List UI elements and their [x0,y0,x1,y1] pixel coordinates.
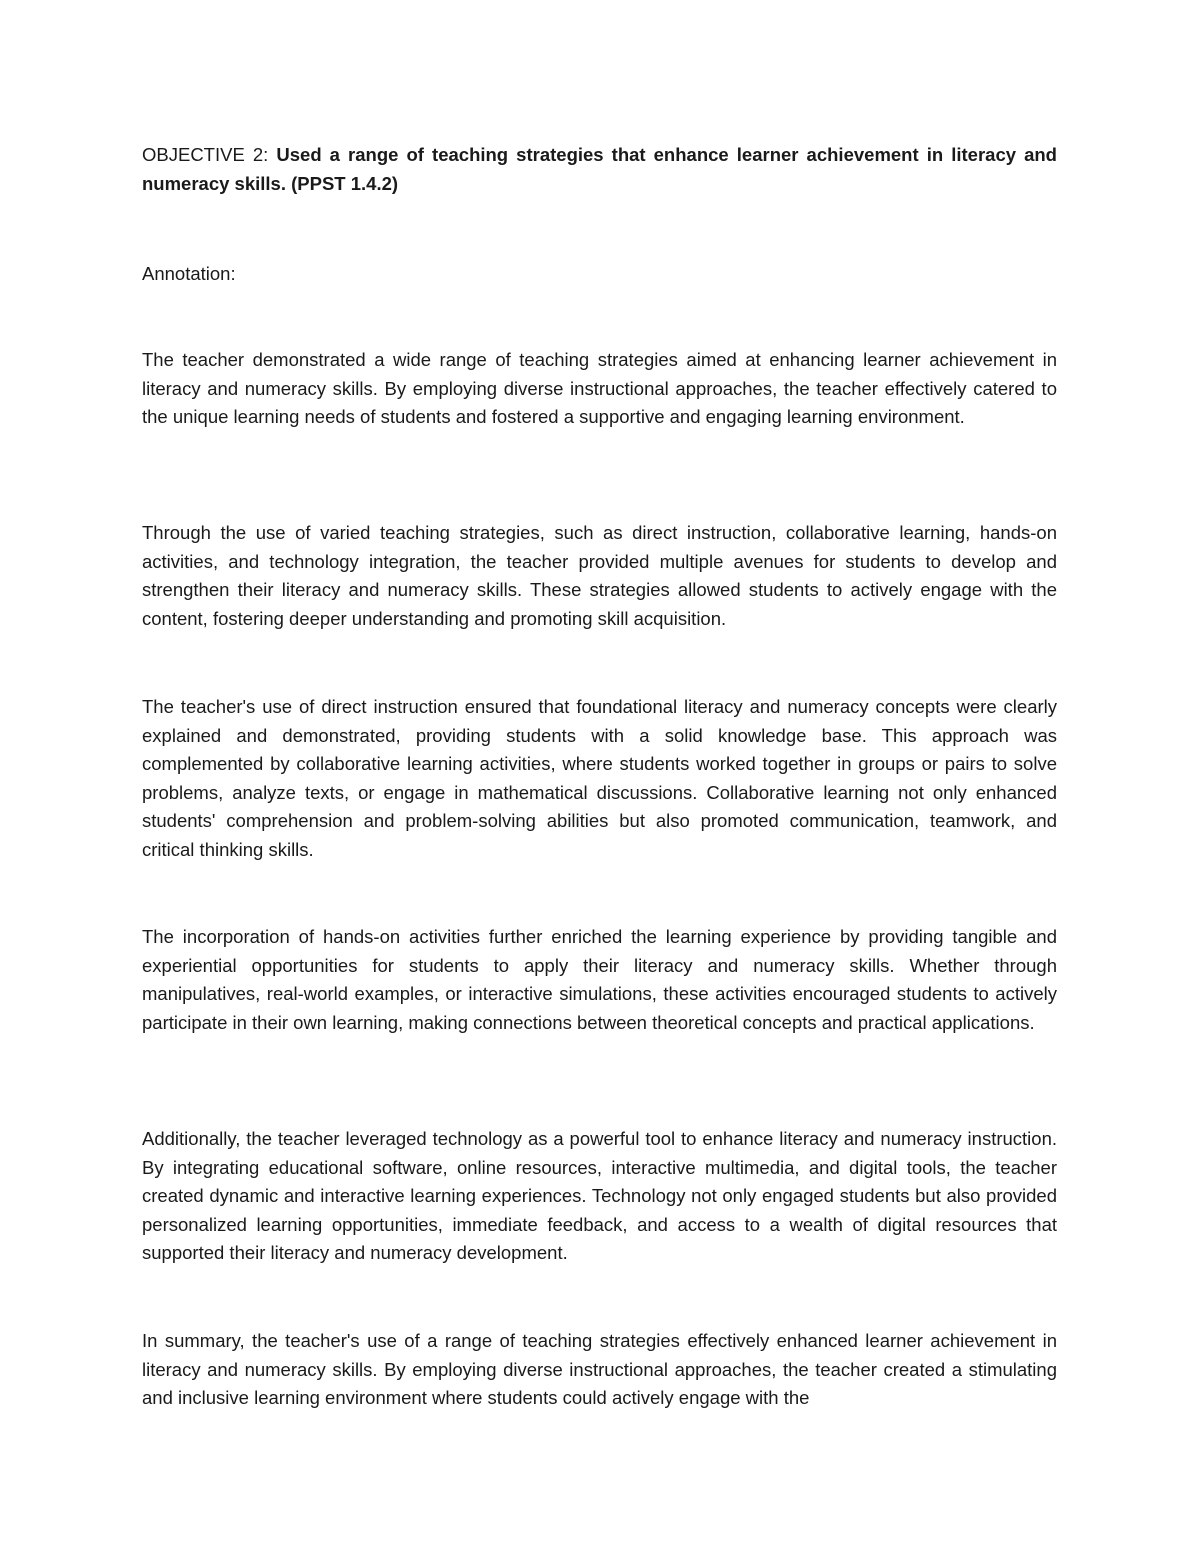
objective-prefix: OBJECTIVE 2: [142,144,277,165]
paragraph: The incorporation of hands-on activities further enriched the learning experience by providing tangible and experiential opportunities for students to apply their literacy and numeracy skills. Whether through manipulatives, real-world examples, or interactive simulations, these activities encouraged students to actively participate in their own learning, making connections between theoretical concepts and practical applications. [142,926,1057,1033]
objective-heading [142,141,1057,198]
paragraph: The teacher demonstrated a wide range of teaching strategies aimed at enhancing learner achievement in literacy and numeracy skills. By employing diverse instructional approaches, the teacher effectively catered to the unique learning needs of students and fostered a supportive and engaging learning environment. [142,349,1057,428]
paragraph: Additionally, the teacher leveraged technology as a powerful tool to enhance literacy and numeracy instruction. By integrating educational software, online resources, interactive multimedia, and digital tools, the teacher created dynamic and interactive learning experiences. Technology not only engaged students but also provided personalized learning opportunities, immediate feedback, and access to a wealth of digital resources that supported their literacy and numeracy development. [142,1128,1057,1264]
paragraph: The teacher's use of direct instruction ensured that foundational literacy and numeracy concepts were clearly explained and demonstrated, providing students with a solid knowledge base. This approach was complemented by collaborative learning activities, where students worked together in groups or pairs to solve problems, analyze texts, or engage in mathematical discussions. Collaborative learning not only enhanced students' comprehension and problem-solving abilities but also promoted communication, teamwork, and critical thinking skills. [142,696,1057,860]
document-body [142,141,1057,1409]
paragraph: Through the use of varied teaching strategies, such as direct instruction, collaborative learning, hands-on activities, and technology integration, the teacher provided multiple avenues for students to develop and strengthen their literacy and numeracy skills. These strategies allowed students to actively engage with the content, fostering deeper understanding and promoting skill acquisition. [142,522,1057,629]
annotation-label: Annotation: [142,263,236,284]
objective-text: Used a range of teaching strategies that enhance learner achievement in literacy and numeracy skills. (PPST 1.4.2) [142,144,1057,194]
paragraph: In summary, the teacher's use of a range of teaching strategies effectively enhanced learner achievement in literacy and numeracy skills. By employing diverse instructional approaches, the teacher created a stimulating and inclusive learning environment where students could actively engage with the [142,1330,1057,1409]
